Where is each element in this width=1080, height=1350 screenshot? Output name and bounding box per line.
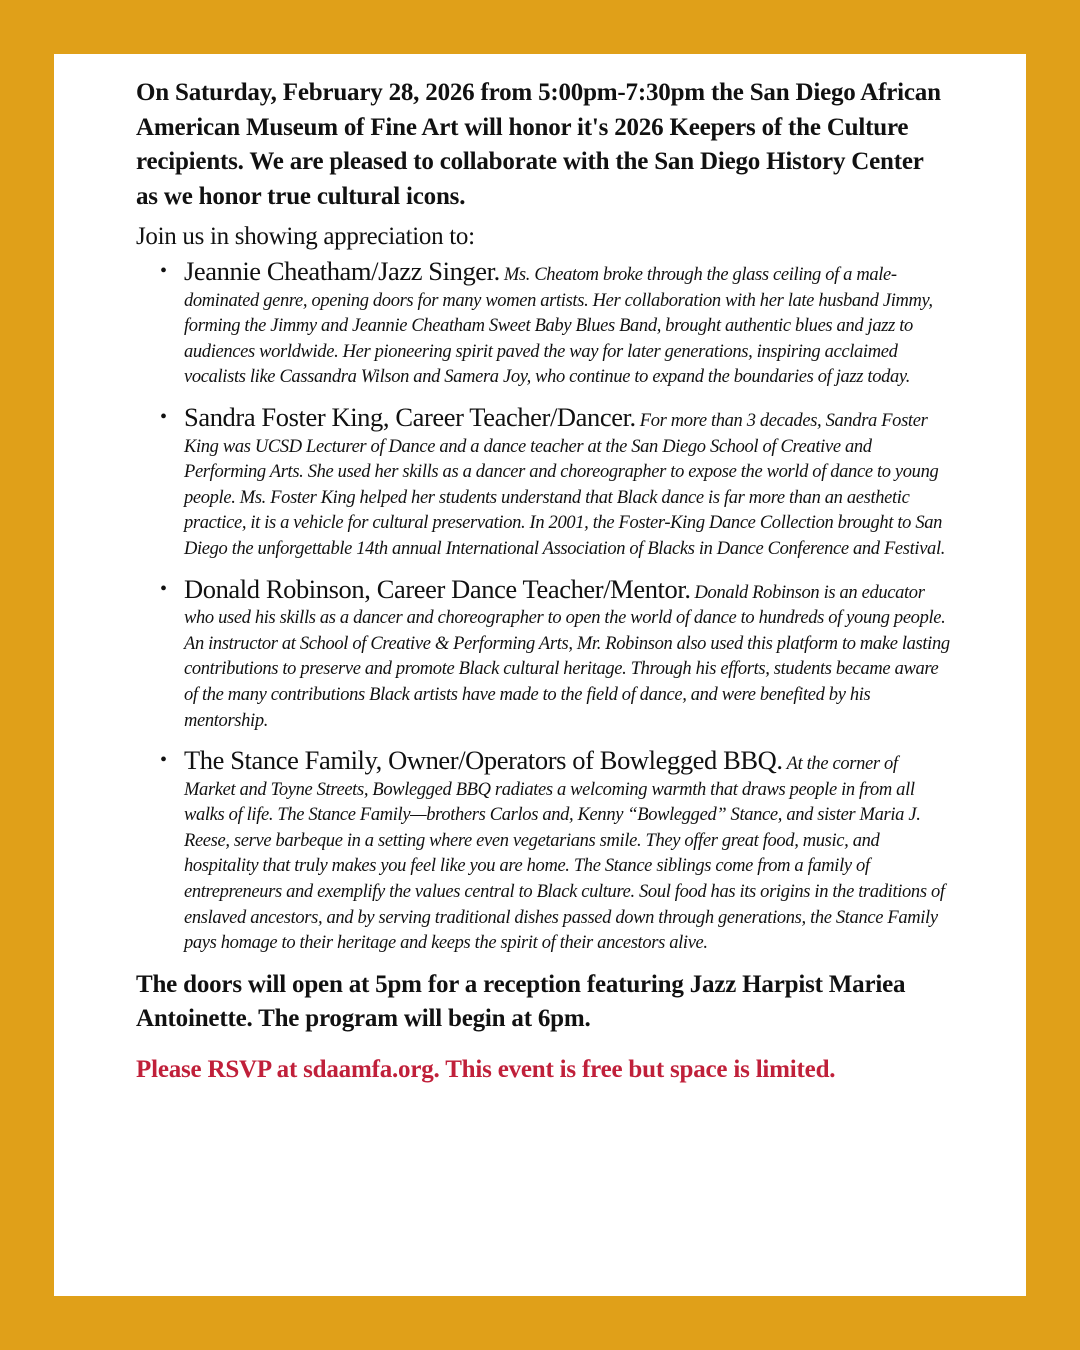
honoree-description: At the corner of Market and Toyne Streets, Bowlegged BBQ radiates a welcoming warmth that draws people in from all walks of life. The Stance Family—brothers Carlos and, Kenny “Bowlegged” Stance, and sister Maria J. Reese, serve barbeque in a setting where even vegetarians smile. They offer great food, music, and hospitality that truly makes you feel like you are home. The Stance siblings come from a family of entrepreneurs and exemplify the values central to Black culture. Soul food has its origins in the traditions of enslaved ancestors, and by serving traditional dishes passed down through generations, the Stance Family pays homage to their heritage and keeps the spirit of their ancestors alive. xyxy=(184,754,945,954)
bullet-icon: • xyxy=(160,577,168,600)
rsvp-text: Please RSVP at sdaamfa.org. This event is free but space is limited. xyxy=(136,1055,836,1083)
intro-text: On Saturday, February 28, 2026 from 5:00pm-7:30pm the San Diego African American Museum of Fine Art will honor it's 2026 Keepers of the Culture recipients. We are pleased to collaborate with the San Diego History Center as we honor true cultural icons. xyxy=(136,79,941,210)
honoree-name: The Stance Family, Owner/Operators of Bowlegged BBQ. xyxy=(184,745,783,776)
honoree-description: For more than 3 decades, Sandra Foster King was UCSD Lecturer of Dance and a dance teacher at the San Diego School of Creative and Performing Arts. She used her skills as a dancer and choreographer to expose the world of dance to young people. Ms. Foster King helped her students understand that Black dance is far more than an aesthetic practice, it is a vehicle for cultural preservation. In 2001, the Foster-King Dance Collection brought to San Diego the unforgettable 14th annual International Association of Blacks in Dance Conference and Festival. xyxy=(184,410,946,559)
honoree-item xyxy=(160,745,951,957)
flyer-panel xyxy=(54,54,1026,1296)
bullet-icon: • xyxy=(160,260,168,282)
join-text: Join us in showing appreciation to: xyxy=(136,223,475,250)
honoree-name: Donald Robinson, Career Dance Teacher/Mentor. xyxy=(184,573,691,604)
honoree-item xyxy=(160,256,951,391)
honoree-item xyxy=(160,573,951,735)
honoree-name: Jeannie Cheatham/Jazz Singer. xyxy=(184,256,500,286)
honoree-list xyxy=(136,256,951,957)
bullet-icon: • xyxy=(160,405,168,428)
doors-text: The doors will open at 5pm for a reception featuring Jazz Harpist Mariea Antoinette. The program will begin at 6pm. xyxy=(136,970,906,1033)
honoree-name: Sandra Foster King, Career Teacher/Dancer. xyxy=(184,401,636,432)
honoree-item xyxy=(160,401,951,563)
honoree-description: Ms. Cheatom broke through the glass ceiling of a male-dominated genre, opening doors for many women artists. Her collaboration with her late husband Jimmy, forming the Jimmy and Jeannie Cheatham Sweet Baby Blues Band, brought authentic blues and jazz to audiences worldwide. Her pioneering spirit paved the way for later generations, inspiring acclaimed vocalists like Cassandra Wilson and Samera Joy, who continue to expand the boundaries of jazz today. xyxy=(184,265,933,388)
flyer-content xyxy=(136,76,951,1087)
bullet-icon: • xyxy=(160,749,168,772)
honoree-description: Donald Robinson is an educator who used his skills as a dancer and choreographer to open the world of dance to hundreds of young people. An instructor at School of Creative & Performing Arts, Mr. Robinson also used this platform to make lasting contributions to preserve and promote Black cultural heritage. Through his efforts, students became aware of the many contributions Black artists have made to the field of dance, and were benefited by his mentorship. xyxy=(184,582,950,731)
